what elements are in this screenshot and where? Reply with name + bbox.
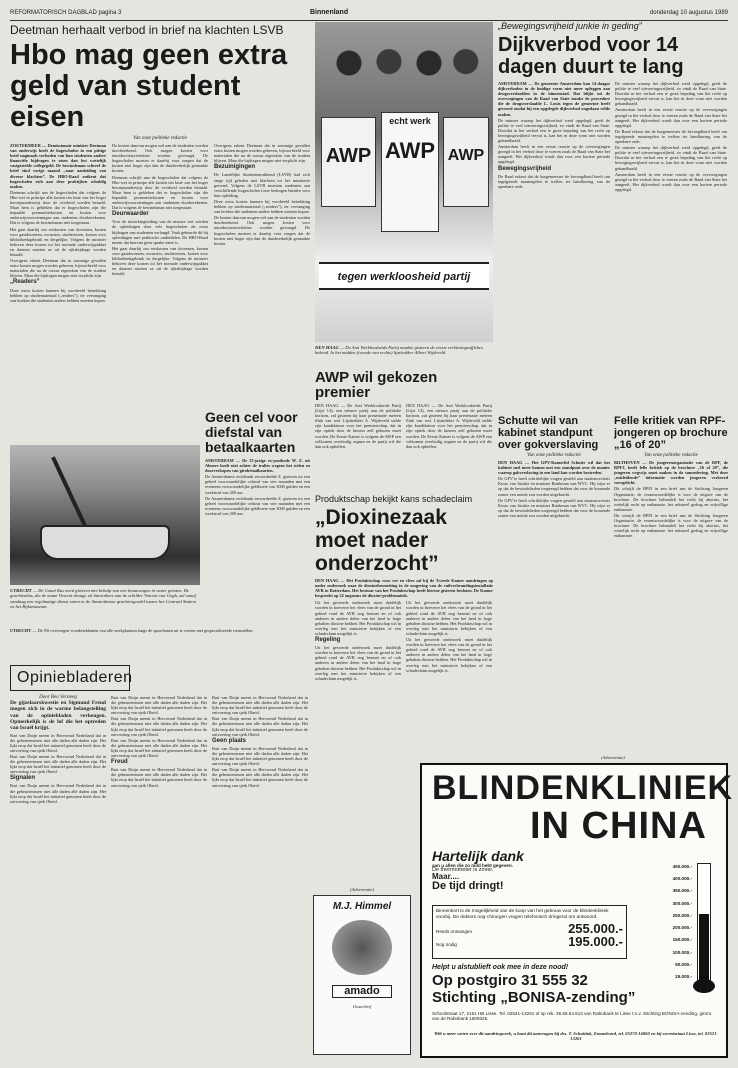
opinion-body: Bart van Duijn meent in Hervormd Nederland dat in die gebeurtenissen niet alle daden alle daden zijn. Het lijkt erop dat Israël het initiatief genomen heeft door de ontvoering van sjeik Obeid. — [111, 767, 207, 788]
page-header — [10, 10, 728, 20]
article-body: Overigens erkent Deetman dat in sommige gevallen extra kosten mogen worden geheven, bijvoorbeeld voor materialen die na de cursus eigendom van de student blijven. Maar die bijdragen mogen niet verplicht zijn. — [10, 258, 106, 279]
received-value: 255.000.- — [568, 921, 623, 937]
opinion-body: Bart van Duijn meent in Hervormd Nederland dat in die gebeurtenissen niet alle daden alle daden zijn. Het lijkt erop dat Israël het initiatief genomen heeft door de ontvoering van sjeik Obeid. — [212, 716, 308, 737]
article-column — [205, 458, 310, 516]
article-body: Het gaat daarbij om reiskosten van docenten, kosten voor gastdocenten, excursies, studiereizen, kosten voor bibliotheekgebruik en dergelijke. Volgens de minister behoren deze kosten tot het normale onderwijspakket en daarom moeten ze uit de rijksbijdrage worden betaald. — [112, 245, 208, 277]
opinion-body: Bart van Duijn meent in Hervormd Nederland dat in die gebeurtenissen niet alle daden alle daden zijn. Het lijkt erop dat Israël het initiatief genomen heeft door de ontvoering van sjeik Obeid. — [10, 753, 106, 775]
ad-title-2: IN CHINA — [530, 805, 707, 847]
boat-shape — [40, 525, 170, 560]
article-column-2 — [406, 600, 492, 681]
thermometer-tick-label: 450.000.- — [672, 864, 692, 869]
poster-awp-text: AWP — [325, 145, 372, 167]
info-text: Binnenkort is de mogelijkheid van de koop van het gebouw voor de blindenkliniek voorbij. De doktors oog-chirurgen vragen telefonisch dringend om antwoord. — [436, 909, 609, 920]
article-column-3 — [214, 143, 310, 304]
article-body: De Amsterdamse rechtbank veroordeelde Z. gisteren tot een geheel voorwaardelijke celstraf van vier maanden met een eveneens voorwaardelijke geldboete van 3000 gulden en een werkstraf van 200 uur. — [205, 495, 310, 516]
article-subhead: Deurwaarder — [112, 211, 149, 218]
article-body: DEN HAAG — De Anti Werkloosheids Partij (Lijst 14), een nieuwe partij aan de politieke horizon, zal gisteren bij haar presentatie meteen flink van wal. Lijsttrekker A. Wijdeveld stelde zijn kandidatuur voor het premierschap, dat in zijn optiek door de kiezers zelf gekozen moet worden. De Eerste Kamer is volgens de AWP een volkomen overbodig orgaan en de partij wil die dan ook opheffen. — [406, 403, 492, 449]
article-body: DEN HAAG — De Anti Werkloosheids Partij (Lijst 14), een nieuwe partij aan de politieke horizon, zal gisteren bij haar presentatie meteen flink van wal. Lijsttrekker A. Wijdeveld stelde zijn kandidatuur voor het premierschap, dat in zijn optiek door de kiezers zelf gekozen moet worden. De Eerste Kamer is volgens de AWP een volkomen overbodig orgaan en de partij wil die dan ook opheffen. — [315, 403, 401, 449]
article-body: De Raad erkent dat de burgemeester de bevoegdheid heeft om ingrijpende maatregelen te treffen ter handhaving van de openbare orde. — [498, 173, 610, 189]
caption-text: De Anti Werkloosheids Partij maakte gisteren de eerste verkiezingsaffiches bekend. In het midden (tweede van rechts) lijsttrekker Albert Wijdeveld. — [315, 345, 483, 356]
thermometer-tick-label: 200.000.- — [672, 925, 692, 931]
opinion-subhead: Freud — [111, 759, 128, 766]
article-column-1 — [498, 81, 610, 193]
article-body: Amsterdam heeft in een eerste reactie op de overwegingen gezegd in het verbod door te voeren zoals de Raad van State het aangeeft. Het dijkverbod wordt dan voor een kortere periode opgelegd. — [498, 144, 610, 165]
thermometer-tick-label: 350.000.- — [672, 888, 692, 894]
article-body: Dit schrijft de RPFJ in een brief aan de Stichting Jongeren Organisatie, de verantwoordelijke is voor de uitgave van de brochure. De brochure behandelt het recht bij abortus, het wettelijk recht op euthanasie, het seksueel gedrag en vrijwillige euthanasie. — [614, 512, 728, 539]
article-awp-premier — [315, 370, 493, 490]
thermo-line-3: De tijd dringt! — [432, 880, 504, 893]
ad-address: Oosterhof — [352, 1004, 372, 1009]
article-body: De Landelijke Studentenvakbond (LSVB) had zich enige tijd geleden met klachten tot het ministerie gewend. Volgens de LSVB moesten studenten aan verschillende hogescholen forse bedragen betalen voor hun opleiding. — [214, 172, 310, 198]
article-lead: ZOETERMEER — Demissionair minister Deetman van onderwijs heeft de hogescholen in een pittige brief nogmaals verboden van hun studenten andere financiële bijdragen te eisen dan het wettelijk vastgestelde collegegeld. De bewindsman schreef de brief eind vorige maand „naar aanleiding van diverse klachten”. De HBO-Raad ontkent dat hogescholen zich aan deze praktijken schuldig maken. — [10, 143, 106, 189]
article-body: Uit het gevoerde onderzoek moet duidelijk worden in hoeverre het vlees van de grond in het gebied rond de AVR nog besmet en of ook anderen in andere delen van het land in hoge gehalten dioxine hebben. Het Produktschap wil in overleg met het ministerie bekijken of een schadeclaim mogelijk is. — [315, 645, 401, 681]
ad-foundation: Stichting „BONISA-zending” — [432, 989, 636, 1006]
article-body: Uit het gevoerde onderzoek moet duidelijk worden in hoeverre het vlees van de grond in het gebied rond de AVR nog besmet en of ook anderen in andere delen van het land in hoge gehalten dioxine hebben. Het Produktschap wil in overleg met het ministerie bekijken of een schadeclaim mogelijk is. — [406, 600, 492, 636]
article-body: Uit het gevoerde onderzoek moet duidelijk worden in hoeverre het vlees van de grond in het gebied rond de AVR nog besmet en of ook anderen in andere delen van het land in hoge gehalten dioxine hebben. Het Produktschap wil in overleg met het ministerie bekijken of een schadeclaim mogelijk is. — [406, 637, 492, 673]
opinion-body: Bart van Duijn meent in Hervormd Nederland dat in die gebeurtenissen niet alle daden alle daden zijn. Het lijkt erop dat Israël het initiatief genomen heeft door de ontvoering van sjeik Obeid. — [10, 783, 106, 804]
article-body: Amsterdam heeft in een eerste reactie op de overwegingen gezegd in het verbod door te voeren zoals de Raad van State het aangeeft. Het dijkverbod wordt dan voor een kortere periode opgelegd. — [615, 171, 727, 192]
article-body: Amsterdam heeft in een eerste reactie op de overwegingen gezegd in het verbod door te voeren zoals de Raad van State het aangeeft. Het dijkverbod wordt dan voor een kortere periode opgelegd. — [615, 107, 727, 128]
thermometer-tube — [697, 863, 711, 981]
article-body: Deze extra kosten kunnen bij voorbeeld betrekking hebben op studiemateriaal („readers”), ter vervanging van boeken die studenten anders hebben moeten kopen. — [214, 198, 310, 215]
article-kicker: Produktschap bekijkt kans schadeclaim — [315, 494, 473, 504]
opinion-body: Bart van Duijn meent in Hervormd Nederland dat in die gebeurtenissen niet alle daden alle daden zijn. Het lijkt erop dat Israël het initiatief genomen heeft door de ontvoering van sjeik Obeid. — [212, 767, 308, 788]
article-column-2 — [112, 143, 208, 304]
article-column-2 — [406, 403, 492, 450]
article-headline: AWP wil gekozen premier — [315, 369, 438, 401]
thermometer — [647, 863, 722, 993]
photo-awp — [315, 22, 493, 342]
article-body: Het gaat daarbij om reiskosten van docenten, kosten voor gastdocenten, excursies, studiereizen, kosten voor bibliotheekgebruik en dergelijke. Volgens de minister behoren deze kosten tot het normale onderwijspakket en daarom moeten ze uit de rijksbijdrage worden betaald. — [10, 226, 106, 257]
article-body: De Amsterdamse rechtbank veroordeelde Z. gisteren tot een geheel voorwaardelijke celstraf van vier maanden met een eveneens voorwaardelijke geldboete van 3000 gulden en een werkstraf van 200 uur. — [205, 474, 310, 495]
opinion-body: Bart van Duijn meent in Hervormd Nederland dat in die gebeurtenissen niet alle daden alle daden zijn. Het lijkt erop dat Israël het initiatief genomen heeft door de ontvoering van sjeik Obeid. — [111, 695, 207, 716]
article-rpf — [614, 415, 728, 700]
header-right: donderdag 10 augustus 1989 — [649, 10, 728, 16]
article-body: Deetman schrijft aan de hogescholen dat volgens de Hbo-wet in principe alle kosten ten laste van het hoger beroepsonderwijs door de overheid worden betaald. Maar hem is gebleken dat er hogescholen zijn die bepaalde premonitiekosten en kosten voor onderwijsvoorzieningen aan studenten doorberekenen. Dat is volgens de bewindsman niet toegestaan. — [112, 174, 208, 211]
opinion-subhead: Signalen — [10, 775, 36, 782]
thermometer-tick-label: 250.000.- — [672, 912, 692, 918]
info-box — [432, 905, 627, 959]
article-hbo — [10, 22, 310, 442]
needed-value: 195.000.- — [568, 934, 623, 950]
opinion-subhead: Geen plaats — [212, 737, 247, 744]
article-lead: BILTHOVEN — De jongerenorganisatie van de RPF, de RPFJ, heeft felle kritiek op de brochure „16 of 20”, die jongeren wegwijs moet maken in de samenleving. Met deze „misleidende” informatie worden jongeren verkeerd voorgelicht. — [614, 460, 728, 486]
people-silhouettes — [325, 42, 485, 112]
header-center: Binnenland — [310, 9, 349, 16]
article-body: De minster waarop het dijkverbod werd opgelegd, geeft de politie te veel uitvoeringsvrijheid, zo vindt de Raad van State. Doordat in het verbod een te grote bepaling van het recht op bewegingsvrijheid vervat is, kan het in deze vorm niet worden gehandhaafd. — [615, 81, 727, 107]
article-lead: DEN HAAG — Het GPV-Kamerlid Schutte wil dat het kabinet snel meer komen met een standpunt over de manier waarop gokverslaving in een land kan worden bestreden. — [498, 460, 610, 476]
article-body: De GPV'er heeft schriftelijke vragen gesteld aan staatssecretaris Kosto van Justitie en minister Brinkman van WVC. Hij wijst er op dat de bewindslieden toegezegd hebben dat voor de komende zomer een notitie zou worden uitgebracht. — [498, 476, 610, 497]
header-left: REFORMATORISCH DAGBLAD pagina 3 — [10, 10, 122, 16]
ad-label: (Advertentie) — [601, 755, 625, 760]
thermometer-bulb — [693, 979, 715, 993]
article-headline: Geen cel voor diefstal van betaalkaarten — [205, 409, 298, 455]
article-subhead: Bezuinigingen — [214, 164, 255, 171]
article-column-1 — [10, 143, 106, 304]
article-body: Deetman schrijft aan de hogescholen dat volgens de Hbo-wet in principe alle kosten ten laste van het hoger beroepsonderwijs door de overheid worden betaald. Maar hem is gebleken dat er hogescholen zijn die bepaalde premonitiekosten en kosten voor onderwijsvoorzieningen aan studenten doorberekenen. Dat is volgens de bewindsman niet toegestaan. — [10, 189, 106, 226]
article-body: Uit het gevoerde onderzoek moet duidelijk worden in hoeverre het vlees van de grond in het gebied rond de AVR nog besmet en of ook anderen in andere delen van het land in hoge gehalten dioxine hebben. Het Produktschap wil in overleg met het ministerie bekijken of een schadeclaim mogelijk is. — [315, 600, 401, 636]
article-column — [498, 460, 610, 518]
article-headline: Felle kritiek van RPF-jongeren op brochure „16 of 20” — [614, 415, 728, 451]
article-body: De minster waarop het dijkverbod werd opgelegd, geeft de politie te veel uitvoeringsvrijheid, zo vindt de Raad van State. Doordat in het verbod een te grote bepaling van het recht op bewegingsvrijheid vervat is, kan het in deze vorm niet worden gehandhaafd. — [615, 145, 727, 171]
article-headline: Dijkverbod voor 14 dagen duurt te lang — [498, 34, 684, 78]
ad-blindenkliniek — [420, 763, 734, 1058]
ad-thanks: Hartelijk dank — [432, 848, 524, 864]
opinion-section — [10, 665, 310, 1060]
article-lead: DEN HAAG — Het Produktschap voor vee en vlees zal bij de Tweede Kamer aandringen op nader onderzoek naar de dioxinebesmetting in de omgeving van de vuilverbrandingsinstallatie AVR in Rotterdam. Het bestuur van het Produktschap heeft hiertoe gisteren besloten. De Kamer bespreekt op 22 augustus de dioxine-problematiek. — [315, 578, 493, 599]
ad-appeal: Helpt u alstublieft ook mee in deze nood! — [432, 964, 569, 971]
thermo-line-1: De thermometer is zover. — [432, 867, 494, 873]
article-body: De minster waarop het dijkverbod werd opgelegd, geeft de politie te veel uitvoeringsvrijheid, zo vindt de Raad van State. Doordat in het verbod een te grote bepaling van het recht op bewegingsvrijheid vervat is, kan het in deze vorm niet worden gehandhaafd. — [498, 117, 610, 144]
thermometer-tick-label: 25.000.- — [675, 974, 692, 979]
ad-label: (Advertentie) — [350, 887, 374, 892]
article-byline: Van onze politieke redactie — [644, 453, 698, 458]
opinion-body: Bart van Duijn meent in Hervormd Nederland dat in die gebeurtenissen niet alle daden alle daden zijn. Het lijkt erop dat Israël het initiatief genomen heeft door de ontvoering van sjeik Obeid. — [111, 737, 207, 759]
ad-thanks-sub: aan u allen die zo mild hebt gegeven. — [432, 863, 513, 868]
opinion-banner-text: Opiniebladeren — [17, 669, 133, 686]
thermometer-tick-label: 150.000.- — [672, 937, 692, 943]
caption-place: UTRECHT — [10, 588, 32, 593]
photo-caption-awp: DEN HAAG — De Anti Werkloosheids Partij maakte gisteren de eerste verkiezingsaffiches bekend. In het midden (tweede van rechts) lijsttrekker Albert Wijdeveld. — [315, 345, 483, 356]
banner-slogan: tegen werkloosheid partij — [337, 271, 471, 283]
received-label: Reeds ontvangen — [436, 929, 473, 935]
table-banner — [319, 262, 489, 290]
ad-image — [332, 920, 392, 975]
article-body: Voor de inwerkingtreding van de nieuwe wet werden de opleidingen door vele hogescholen als extra bijdragen van studenten verlangd. Vaak gebeurde dit bij opleidingen met praktische onderdelen. De HBO-Raad meent dat hiervan geen sprake meer is. — [112, 219, 208, 245]
photo-canal-bus — [10, 445, 200, 585]
ad-address: Schoolstraat 17, 2161 HB Lisse. Tel. 02521-13261 of op rek. 35.65.54.613 van Rabobank te Lisse t.n.v. Stichting BONISA-zending, gironr. van de Rabobank 1609325. — [432, 1011, 713, 1022]
article-body: De GPV'er heeft schriftelijke vragen gesteld aan staatssecretaris Kosto van Justitie en minister Brinkman van WVC. Hij wijst er op dat de bewindslieden toegezegd hebben dat voor de komende zomer een notitie zou worden uitgebracht. — [498, 497, 610, 518]
thermo-text — [432, 868, 622, 892]
poster-center — [381, 112, 439, 232]
article-kicker: „Bewegingsvrijheid junkie in geding” — [498, 21, 642, 31]
article-headline: Schutte wil van kabinet standpunt over gokverslaving — [498, 415, 599, 451]
opinion-lead: De gijzelaarskwestie en Sigmund Freud mogen zich in de warme belangstelling van de opiniebladen verheugen. Opmerkelijk is de lof die het optreden van Israël krijgt. — [10, 700, 106, 732]
article-schutte — [498, 415, 610, 690]
thermometer-scale — [647, 863, 692, 981]
article-byline: Van onze politieke redactie — [527, 453, 581, 458]
opinion-column-3 — [212, 695, 308, 805]
short-body: De NS overwegen voordeurklanten van alle werkplaatsen langs de spoorbanen uit te voeren met gespecialiseerde treinstellen. — [37, 628, 254, 633]
opinion-body: Bart van Duijn meent in Hervormd Nederland dat in die gebeurtenissen niet alle daden alle daden zijn. Het lijkt erop dat Israël het initiatief genomen heeft door de ontvoering van sjeik Obeid. — [111, 716, 207, 737]
article-lead: AMSTERDAM — De 33-jarige ex-postbode W. Z. uit Almere hoeft niet achter de tralies wegens het stelen en doorverkopen van girobetaalkaarten. — [205, 458, 310, 474]
ad-giro: Op postgiro 31 555 32 — [432, 972, 588, 989]
photo-caption-canal-bus: UTRECHT — De Canal Bus werd gisteren met behulp van een kraanwagen in water gelaten. De grachtenbus, die de maan Vincent draagt, zit binnenkort aan de schilder Vincent van Gogh, zal vanaf vandaag een regelmatige dienst varen in de Amsterdamse grachtengordel tussen het Centraal Station en het Rijksmuseum. — [10, 588, 197, 610]
article-dioxine — [315, 495, 493, 750]
article-column — [614, 460, 728, 538]
article-body: De Raad erkent dat de burgemeester de bevoegdheid heeft om ingrijpende maatregelen te treffen ter handhaving van de openbare orde. — [615, 128, 727, 145]
article-kicker: Deetman herhaalt verbod in brief na klachten LSVB — [10, 23, 284, 37]
thermometer-tick-label: 400.000.- — [672, 876, 692, 882]
article-subhead: Bewegingsvrijheid — [498, 165, 552, 172]
ad-brand-2: amado — [332, 985, 392, 998]
ad-small — [313, 887, 411, 1055]
poster-right — [443, 117, 489, 207]
ad-footer: Wilt u meer weten over dit aandringwerk, u kunt dit aanvragen bij drs. T. Schuitink, Emmeloord, tel. 05270-16060 en bij secretariaat Lisse, tel. 02521-13261 — [434, 1031, 718, 1042]
short-place: UTRECHT — [10, 628, 32, 633]
thermometer-tick-label: 100.000.- — [672, 949, 692, 955]
article-body: De kosten daarvan mogen wel aan de studenten worden doorberekend. Ook mogen kosten voor introductieactiviteiten worden gevraagd. De hogescholen moeten er daarbij voor zorgen dat de kosten niet hoger zijn dan de daadwerkelijk gemaakte kosten. — [214, 215, 310, 246]
opinion-byline: Door Bea Versteeg — [39, 695, 77, 700]
opinion-body: Bart van Duijn meent in Hervormd Nederland dat in die gebeurtenissen niet alle daden alle daden zijn. Het lijkt erop dat Israël het initiatief genomen heeft door de ontvoering van sjeik Obeid. — [212, 745, 308, 767]
thermometer-fill — [699, 914, 709, 980]
ad-brand: M.J. Himmel — [332, 901, 392, 912]
opinion-banner — [10, 665, 133, 691]
article-column-1 — [315, 403, 401, 450]
ad-title-1: BLINDENKLINIEK — [432, 769, 734, 807]
article-dijkverbod — [498, 22, 728, 412]
opinion-body: Bart van Duijn meent in Hervormd Nederland dat in die gebeurtenissen niet alle daden alle daden zijn. Het lijkt erop dat Israël het initiatief genomen heeft door de ontvoering van sjeik Obeid. — [212, 695, 308, 716]
thermometer-tick-label: 300.000.- — [672, 900, 692, 906]
thermo-line-2: Maar.... — [432, 872, 460, 882]
article-body: De kosten daarvan mogen wel aan de studenten worden doorberekend. Ook mogen kosten voor introductieactiviteiten worden gevraagd. De hogescholen moeten er daarbij voor zorgen dat de kosten niet hoger zijn dan de daadwerkelijk gemaakte kosten. — [112, 143, 208, 174]
thermometer-tick-label: 50.000.- — [675, 961, 692, 967]
article-subhead: Regeling — [315, 637, 341, 644]
poster-awp-text: AWP — [447, 147, 485, 164]
article-body: Overigens erkent Deetman dat in sommige gevallen extra kosten mogen worden geheven, bijvoorbeeld voor materialen die na de cursus eigendom van de student blijven. Maar die bijdragen mogen niet verplicht zijn. — [214, 143, 310, 164]
caption-text: De Canal Bus werd gisteren met behulp van een kraanwagen in water gelaten. De grachtenbus, die de maan Vincent draagt, zit binnenkort aan de schilder Vincent van Gogh, zal vanaf vandaag een regelmatige dienst varen in de Amsterdamse grachtengordel tussen het Centraal Station en het Rijksmuseum. — [10, 588, 197, 610]
needed-label: Nog nodig — [436, 942, 457, 948]
article-byline: Van onze politieke redactie — [133, 136, 187, 141]
opinion-column-2 — [111, 695, 207, 805]
article-column-2 — [615, 81, 727, 193]
caption-place: DEN HAAG — [315, 345, 339, 350]
opinion-column-1 — [10, 695, 106, 805]
opinion-body: Bart van Duijn meent in Hervormd Nederland dat in die gebeurtenissen niet alle daden alle daden zijn. Het lijkt erop dat Israël het initiatief genomen heeft door de ontvoering van sjeik Obeid. — [10, 732, 106, 753]
article-headline: „Dioxinezaak moet nader onderzocht” — [315, 506, 447, 575]
poster-top-text: echt werk — [389, 116, 431, 126]
poster-left — [321, 117, 376, 207]
article-column-1 — [315, 600, 401, 681]
article-body: Deze extra kosten kunnen bij voorbeeld betrekking hebben op studiemateriaal („readers”), ter vervanging van boeken die studenten anders hebben moeten kopen. — [10, 287, 106, 303]
article-body: Dit schrijft de RPFJ in een brief aan de Stichting Jongeren Organisatie, de verantwoordelijke is voor de uitgave van de brochure. De brochure behandelt het recht bij abortus, het wettelijk recht op euthanasie, het seksueel gedrag en vrijwillige euthanasie. — [614, 486, 728, 512]
article-subhead: „Readers” — [10, 279, 40, 286]
article-headline: Hbo mag geen extra geld van student eisen — [10, 39, 288, 133]
poster-awp-text: AWP — [384, 138, 436, 163]
article-geen-cel — [205, 410, 310, 610]
article-utrecht-ns: UTRECHT — De NS overwegen voordeurklanten van alle werkplaatsen langs de spoorbanen uit te voeren met gespecialiseerde treinstellen. — [10, 628, 254, 633]
article-lead: AMSTERDAM — De gemeente Amsterdam kan 14-daagse dijkverboden in de huidige vorm niet meer opleggen aan drugsverslaafden in de binnenstad. Dat blijkt uit de overwegingen van de Raad van State inzake de procedure die de drugsverslaafde L. Louis tegen de gemeente heeft gevoerd omdat hij een opgelegde dijkverbod ongedaan wilde maken. — [498, 81, 610, 117]
